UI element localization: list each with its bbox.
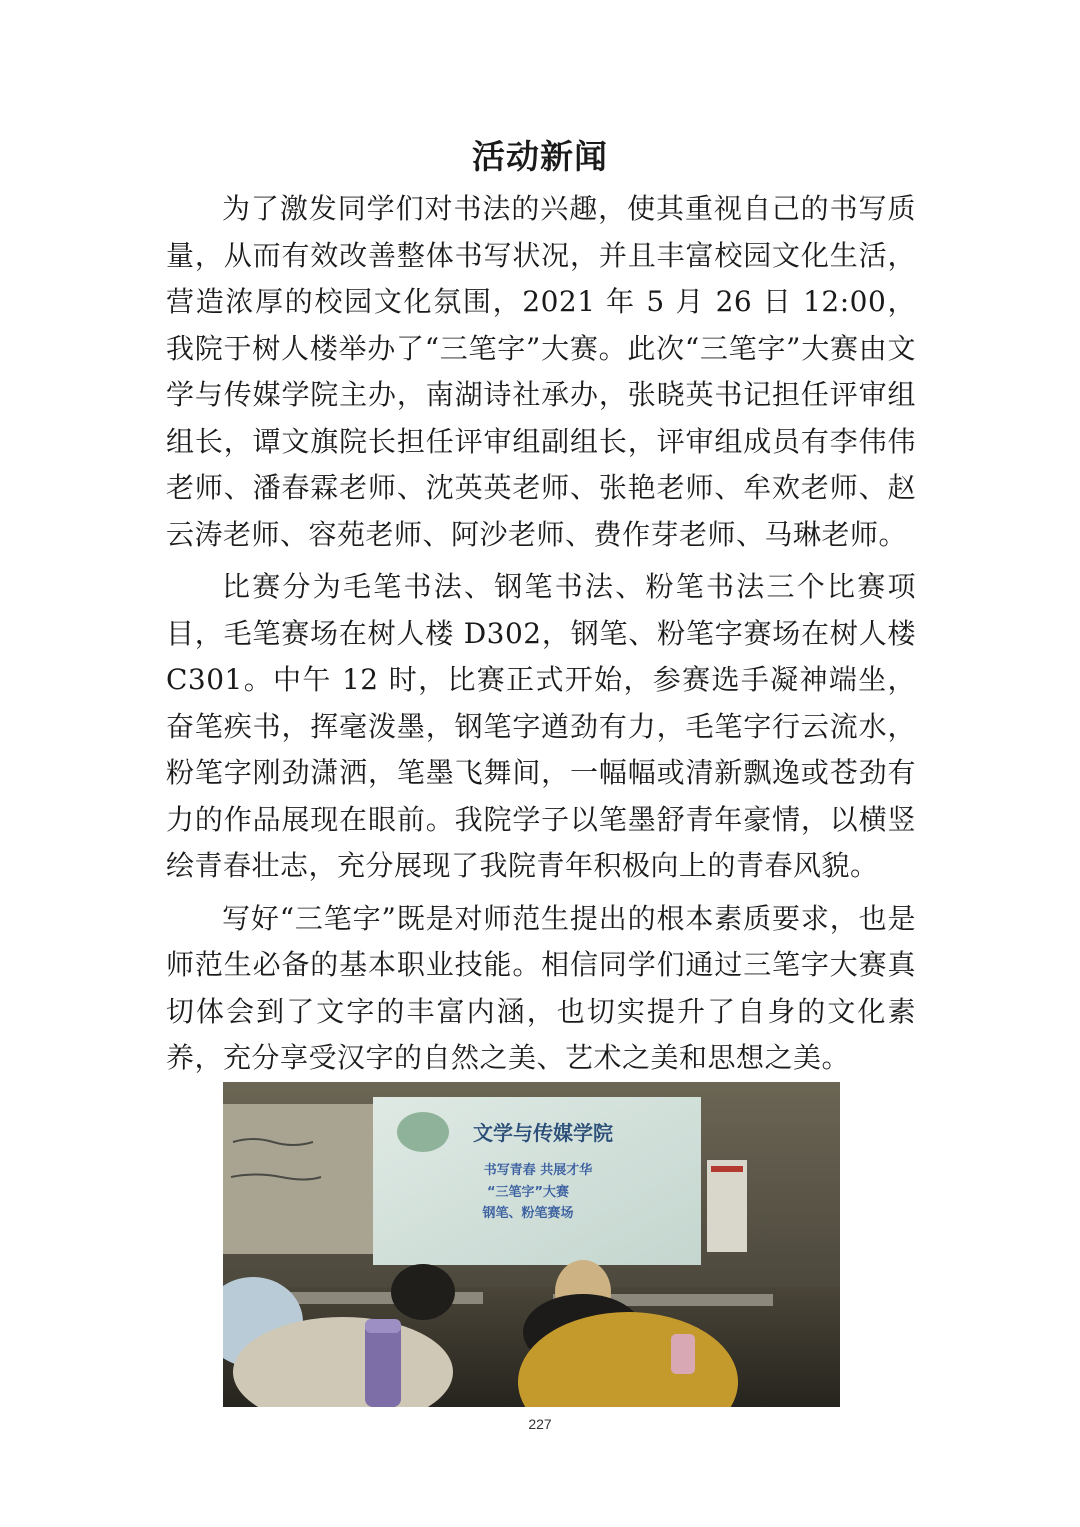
- screen-line-1: 书写青春 共展才华: [483, 1163, 593, 1178]
- paragraph-2: 比赛分为毛笔书法、钢笔书法、粉笔书法三个比赛项目，毛笔赛场在树人楼 D302，钢笔、粉笔字赛场在树人楼 C301。中午 12 时，比赛正式开始，参赛选手凝神端坐，奋笔疾书，挥毫泼墨，钢笔字遒劲有力，毛笔字行云流水，粉笔字刚劲潇洒，笔墨飞舞间，一幅幅或清新飘逸或苍劲有力的作品展现在眼前。我院学子以笔墨舒青年豪情，以横竖绘青春壮志，充分展现了我院青年积极向上的青春风貌。: [166, 570, 916, 882]
- water-bottle: [671, 1334, 695, 1374]
- wall-device: [707, 1160, 747, 1252]
- paragraph-3: 写好“三笔字”既是对师范生提出的根本素质要求，也是师范生必备的基本职业技能。相信同学们通过三笔字大赛真切体会到了文字的丰富内涵，也切实提升了自身的文化素养，充分享受汉字的自然之美、艺术之美和思想之美。: [166, 901, 916, 1074]
- page-title: 活动新闻: [472, 137, 608, 176]
- projection-screen: [373, 1097, 701, 1265]
- article-body: [166, 186, 916, 1082]
- screen-title: 文学与传媒学院: [473, 1121, 613, 1145]
- student: [391, 1264, 455, 1320]
- screen-line-3: 钢笔、粉笔赛场: [482, 1206, 574, 1221]
- page-number: 227: [528, 1416, 552, 1432]
- paragraph-1: 为了激发同学们对书法的兴趣，使其重视自己的书写质量，从而有效改善整体书写状况，并且丰富校园文化生活，营造浓厚的校园文化氛围，2021 年 5 月 26 日 12:00，我院于树人楼举办了“三笔字”大赛。此次“三笔字”大赛由文学与传媒学院主办，南湖诗社承办，张晓英书记担任评审组组长，谭文旗院长担任评审组副组长，评审组成员有李伟伟老师、潘春霖老师、沈英英老师、张艳老师、牟欢老师、赵云涛老师、容苑老师、阿沙老师、费作芽老师、马琳老师。: [166, 192, 916, 551]
- screen-line-2: “三笔字”大赛: [486, 1185, 570, 1200]
- event-photo: [223, 1082, 840, 1407]
